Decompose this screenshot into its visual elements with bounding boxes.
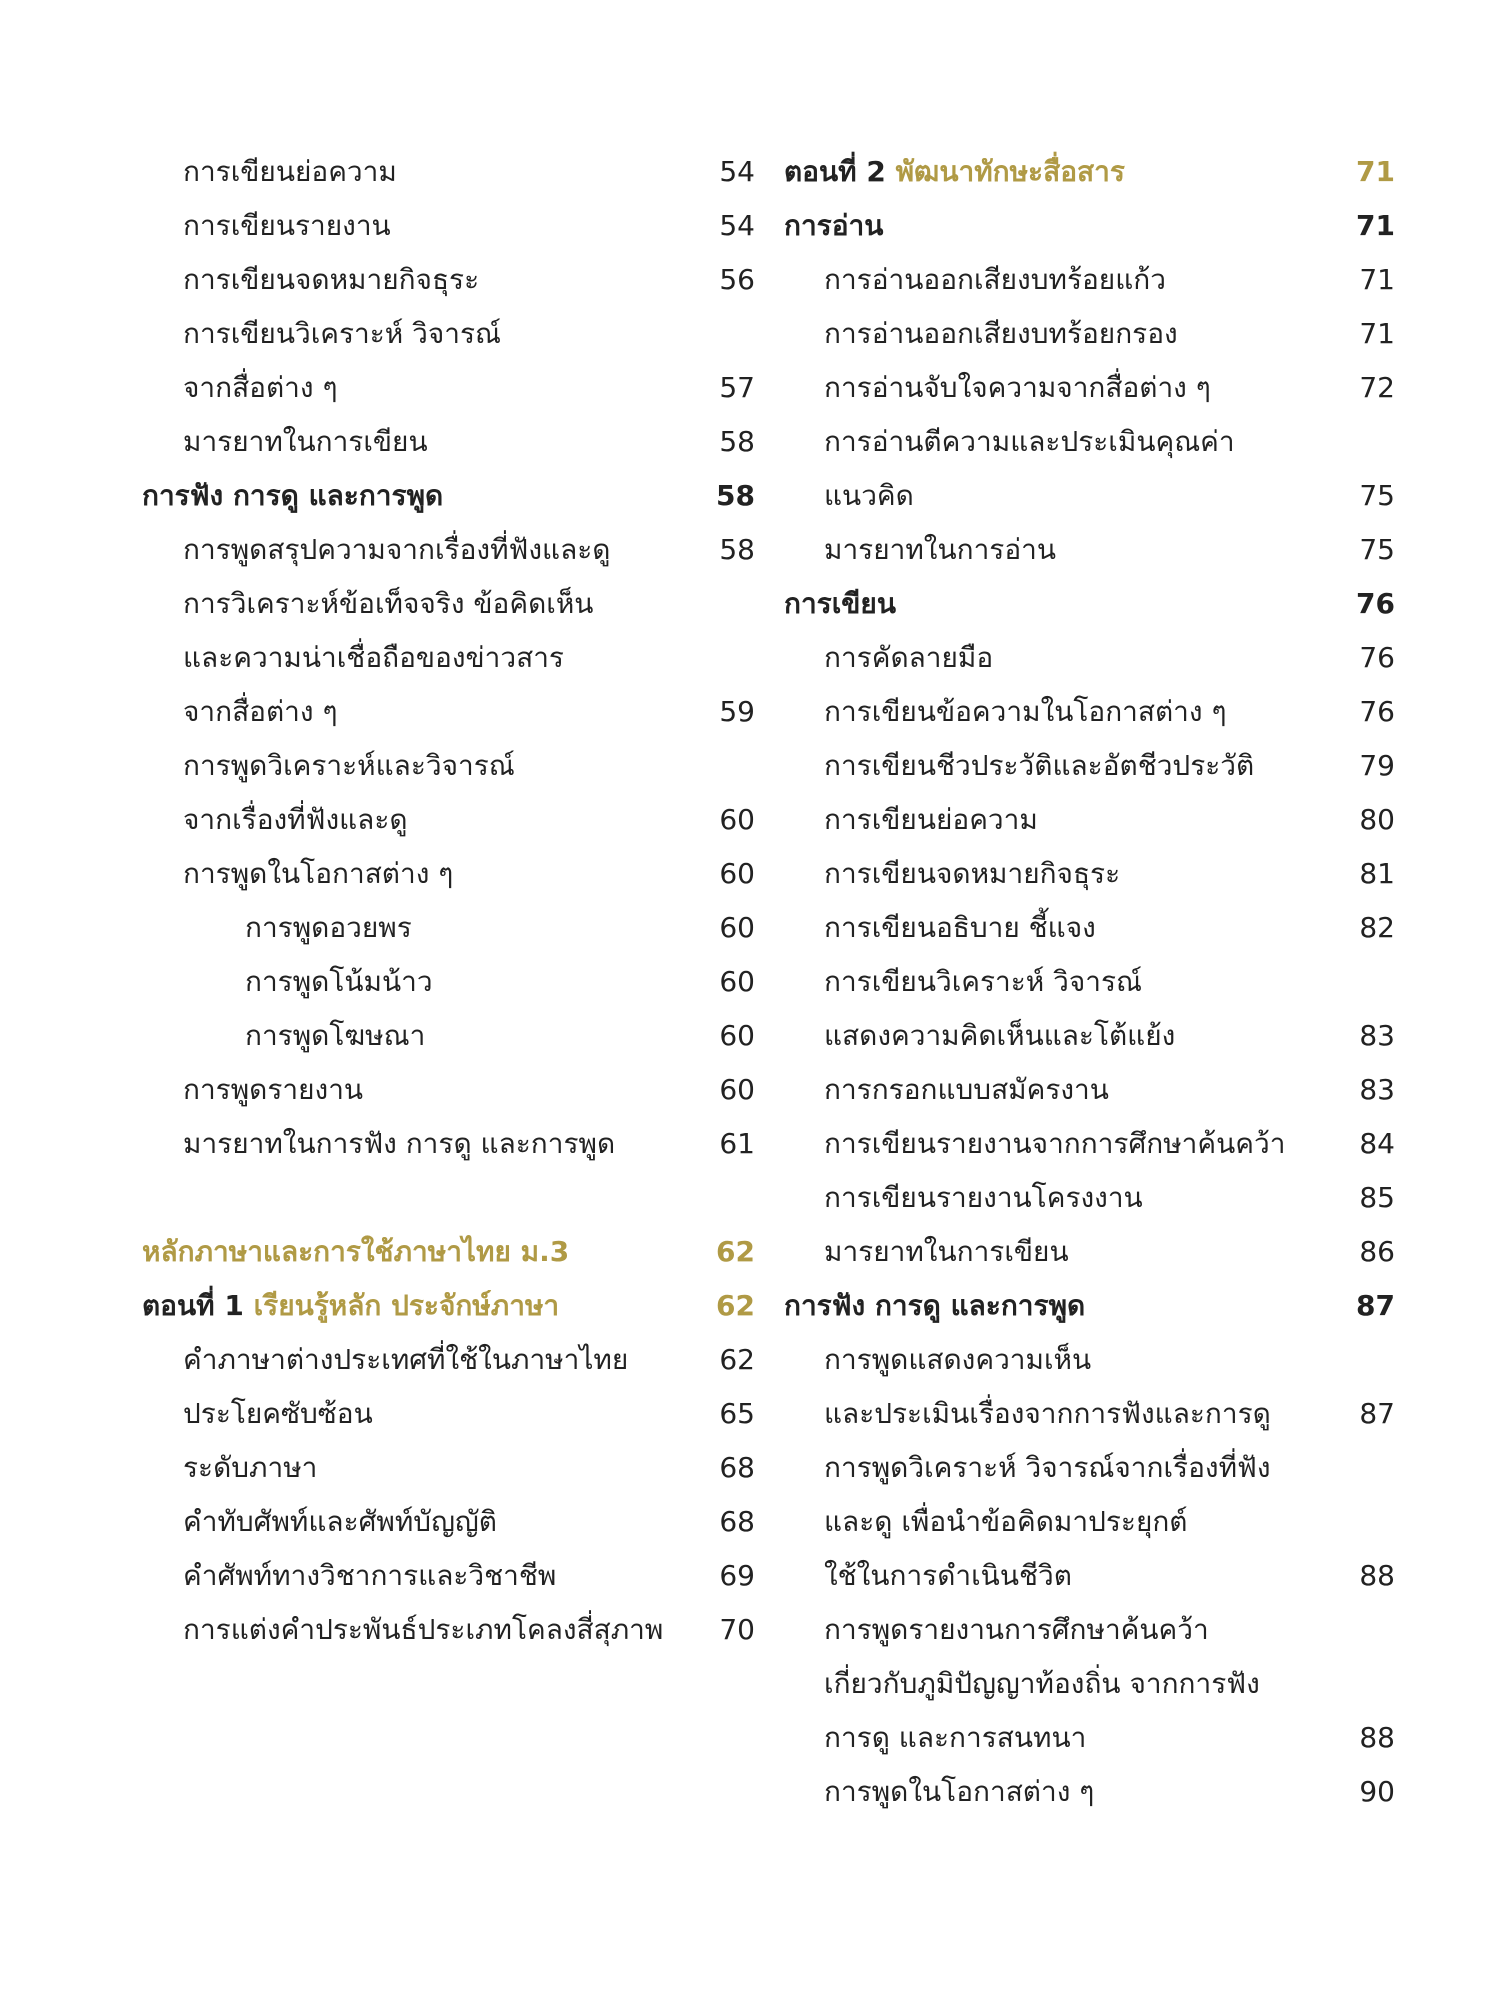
toc-section-heading[interactable] bbox=[760, 199, 1500, 253]
toc-column-right bbox=[760, 145, 1500, 1819]
toc-entry-label bbox=[183, 415, 428, 469]
toc-entry-title: คำศัพท์ทางวิชาการและวิชาชีพ bbox=[183, 1559, 557, 1592]
toc-entry[interactable] bbox=[760, 1171, 1500, 1225]
toc-entry-label bbox=[245, 1009, 425, 1063]
toc-entry-title: และดู เพื่อนำข้อคิดมาประยุกต์ bbox=[824, 1505, 1188, 1538]
toc-entry-title: และความน่าเชื่อถือของข่าวสาร bbox=[183, 641, 564, 674]
toc-entry[interactable] bbox=[0, 199, 760, 253]
toc-entry[interactable] bbox=[760, 1063, 1500, 1117]
toc-page-number: 60 bbox=[719, 1019, 755, 1052]
toc-page-number: 58 bbox=[716, 479, 755, 512]
toc-entry-label bbox=[824, 523, 1056, 577]
toc-page-number: 58 bbox=[719, 533, 755, 566]
toc-entry[interactable] bbox=[760, 307, 1500, 361]
toc-entry-title: การดู และการสนทนา bbox=[824, 1721, 1087, 1754]
toc-page-number: 90 bbox=[1359, 1775, 1395, 1808]
toc-part-prefix: ตอนที่ 2 bbox=[784, 155, 886, 188]
toc-section-heading[interactable] bbox=[0, 1225, 760, 1279]
toc-entry-title: การฟัง การดู และการพูด bbox=[142, 479, 444, 512]
toc-page-number: 70 bbox=[719, 1613, 755, 1646]
toc-page-number: 76 bbox=[1359, 641, 1395, 674]
toc-entry-label bbox=[183, 361, 338, 415]
toc-entry-title: การเขียนจดหมายกิจธุระ bbox=[183, 263, 480, 296]
toc-entry[interactable] bbox=[0, 901, 760, 955]
toc-entry-label bbox=[183, 253, 479, 307]
toc-entry-label bbox=[784, 1279, 1085, 1333]
toc-entry-title: พัฒนาทักษะสื่อสาร bbox=[895, 155, 1125, 188]
toc-section-heading[interactable] bbox=[760, 577, 1500, 631]
toc-entry-title: และประเมินเรื่องจากการฟังและการดู bbox=[824, 1397, 1271, 1430]
toc-page-number: 62 bbox=[716, 1289, 755, 1322]
toc-entry-title: เรียนรู้หลัก ประจักษ์ภาษา bbox=[253, 1289, 560, 1322]
toc-entry-label bbox=[183, 1387, 373, 1441]
toc-entry[interactable] bbox=[0, 847, 760, 901]
toc-entry[interactable] bbox=[0, 1441, 760, 1495]
toc-entry[interactable] bbox=[760, 361, 1500, 415]
toc-entry[interactable] bbox=[760, 1657, 1500, 1711]
toc-entry-label bbox=[183, 145, 397, 199]
toc-entry-title: ระดับภาษา bbox=[183, 1451, 318, 1484]
toc-entry-label bbox=[824, 253, 1166, 307]
toc-entry[interactable] bbox=[0, 523, 760, 577]
toc-page-number: 85 bbox=[1359, 1181, 1395, 1214]
toc-entry-title: การพูดรายงานการศึกษาค้นคว้า bbox=[824, 1613, 1209, 1646]
toc-entry[interactable] bbox=[760, 469, 1500, 523]
toc-entry-title: การพูดวิเคราะห์และวิจารณ์ bbox=[183, 749, 515, 782]
toc-entry-label bbox=[824, 1711, 1086, 1765]
toc-entry-title: การเขียนรายงานจากการศึกษาค้นคว้า bbox=[824, 1127, 1286, 1160]
toc-entry-label bbox=[824, 1117, 1285, 1171]
toc-entry-title: การเขียนย่อความ bbox=[183, 155, 397, 188]
toc-entry-label bbox=[183, 631, 564, 685]
toc-page-number: 86 bbox=[1359, 1235, 1395, 1268]
toc-entry-title: การฟัง การดู และการพูด bbox=[784, 1289, 1086, 1322]
toc-entry-title: การเขียน bbox=[784, 587, 896, 620]
toc-part-prefix: ตอนที่ 1 bbox=[142, 1289, 244, 1322]
toc-entry-title: การพูดอวยพร bbox=[245, 911, 412, 944]
toc-page-number: 81 bbox=[1359, 857, 1395, 890]
toc-entry[interactable] bbox=[0, 793, 760, 847]
toc-entry[interactable] bbox=[760, 1765, 1500, 1819]
toc-entry[interactable] bbox=[760, 1495, 1500, 1549]
toc-entry-title: จากเรื่องที่ฟังและดู bbox=[183, 803, 408, 836]
toc-entry[interactable] bbox=[760, 523, 1500, 577]
toc-entry-title: การพูดโน้มน้าว bbox=[245, 965, 433, 998]
toc-entry-label bbox=[784, 145, 1125, 199]
toc-entry-title: การเขียนรายงานโครงงาน bbox=[824, 1181, 1143, 1214]
toc-entry-title: มารยาทในการฟัง การดู และการพูด bbox=[183, 1127, 616, 1160]
toc-page-number: 71 bbox=[1356, 209, 1395, 242]
toc-entry-label bbox=[245, 901, 412, 955]
toc-entry-label bbox=[784, 577, 896, 631]
toc-entry-label bbox=[183, 1603, 663, 1657]
toc-page-number: 54 bbox=[719, 155, 755, 188]
toc-entry[interactable] bbox=[0, 253, 760, 307]
toc-page-number: 60 bbox=[719, 965, 755, 998]
toc-entry-title: มารยาทในการเขียน bbox=[824, 1235, 1069, 1268]
toc-page-number: 69 bbox=[719, 1559, 755, 1592]
toc-entry-title: มารยาทในการอ่าน bbox=[824, 533, 1057, 566]
toc-entry[interactable] bbox=[0, 307, 760, 361]
toc-entry[interactable] bbox=[0, 685, 760, 739]
toc-page-number: 72 bbox=[1359, 371, 1395, 404]
toc-entry-title: การแต่งคำประพันธ์ประเภทโคลงสี่สุภาพ bbox=[183, 1613, 664, 1646]
toc-entry-label bbox=[784, 199, 883, 253]
toc-entry-title: การอ่านจับใจความจากสื่อต่าง ๆ bbox=[824, 371, 1211, 404]
toc-page-number: 68 bbox=[719, 1505, 755, 1538]
toc-entry-label bbox=[824, 415, 1235, 469]
toc-entry[interactable] bbox=[0, 1333, 760, 1387]
toc-entry-label bbox=[824, 1225, 1069, 1279]
toc-entry[interactable] bbox=[760, 793, 1500, 847]
toc-entry-title: การพูดในโอกาสต่าง ๆ bbox=[183, 857, 454, 890]
toc-entry-title: การเขียนวิเคราะห์ วิจารณ์ bbox=[183, 317, 502, 350]
toc-entry-title: การอ่านออกเสียงบทร้อยกรอง bbox=[824, 317, 1178, 350]
toc-entry[interactable] bbox=[760, 253, 1500, 307]
toc-entry[interactable] bbox=[760, 1549, 1500, 1603]
toc-entry-title: แนวคิด bbox=[824, 479, 914, 512]
toc-section-heading[interactable] bbox=[0, 469, 760, 523]
toc-page-number: 80 bbox=[1359, 803, 1395, 836]
toc-page-number: 65 bbox=[719, 1397, 755, 1430]
toc-entry-label bbox=[824, 739, 1254, 793]
toc-entry-title: มารยาทในการเขียน bbox=[183, 425, 428, 458]
toc-page-number: 71 bbox=[1356, 155, 1395, 188]
toc-page-number: 54 bbox=[719, 209, 755, 242]
toc-page-number: 83 bbox=[1359, 1019, 1395, 1052]
toc-entry[interactable] bbox=[760, 415, 1500, 469]
toc-entry-label bbox=[183, 577, 593, 631]
toc-entry-title: การพูดรายงาน bbox=[183, 1073, 364, 1106]
toc-page-number: 87 bbox=[1359, 1397, 1395, 1430]
toc-entry-title: การพูดโฆษณา bbox=[245, 1019, 426, 1052]
toc-entry-label bbox=[183, 1333, 628, 1387]
toc-page-number: 88 bbox=[1359, 1721, 1395, 1754]
toc-page-number: 79 bbox=[1359, 749, 1395, 782]
toc-entry-label bbox=[183, 1117, 615, 1171]
toc-entry[interactable] bbox=[0, 1603, 760, 1657]
toc-entry-label bbox=[824, 361, 1211, 415]
toc-entry-label bbox=[824, 847, 1120, 901]
toc-entry[interactable] bbox=[0, 1009, 760, 1063]
toc-entry-title: การพูดแสดงความเห็น bbox=[824, 1343, 1092, 1376]
toc-entry-label bbox=[183, 523, 610, 577]
toc-page-number: 75 bbox=[1359, 533, 1395, 566]
toc-entry-label bbox=[142, 1225, 569, 1279]
toc-entry[interactable] bbox=[760, 1441, 1500, 1495]
toc-page-number: 83 bbox=[1359, 1073, 1395, 1106]
toc-section-heading[interactable] bbox=[0, 1279, 760, 1333]
toc-entry-title: หลักภาษาและการใช้ภาษาไทย ม.3 bbox=[142, 1235, 570, 1268]
toc-entry[interactable] bbox=[0, 1063, 760, 1117]
toc-entry-title: การเขียนย่อความ bbox=[824, 803, 1038, 836]
toc-entry-title: การพูดสรุปความจากเรื่องที่ฟังและดู bbox=[183, 533, 611, 566]
toc-entry-label bbox=[183, 1063, 363, 1117]
toc-page-number: 60 bbox=[719, 803, 755, 836]
toc-entry[interactable] bbox=[760, 631, 1500, 685]
toc-page-number: 84 bbox=[1359, 1127, 1395, 1160]
toc-entry-title: การเขียนข้อความในโอกาสต่าง ๆ bbox=[824, 695, 1227, 728]
toc-entry[interactable] bbox=[760, 685, 1500, 739]
toc-page-number: 76 bbox=[1356, 587, 1395, 620]
toc-entry-label bbox=[183, 739, 515, 793]
toc-entry-title: จากสื่อต่าง ๆ bbox=[183, 695, 338, 728]
toc-entry-label bbox=[824, 1549, 1072, 1603]
toc-entry[interactable] bbox=[0, 631, 760, 685]
toc-entry-title: การอ่าน bbox=[784, 209, 884, 242]
toc-entry-label bbox=[824, 685, 1227, 739]
toc-page-number: 61 bbox=[719, 1127, 755, 1160]
toc-page-number: 60 bbox=[719, 857, 755, 890]
toc-entry-label bbox=[824, 1495, 1187, 1549]
toc-entry-title: การเขียนชีวประวัติและอัตชีวประวัติ bbox=[824, 749, 1255, 782]
toc-entry-label bbox=[824, 1171, 1143, 1225]
toc-entry-label bbox=[183, 1495, 497, 1549]
toc-entry[interactable] bbox=[760, 1603, 1500, 1657]
toc-entry[interactable] bbox=[0, 1495, 760, 1549]
toc-column-left bbox=[0, 145, 760, 1657]
toc-page-number: 82 bbox=[1359, 911, 1395, 944]
toc-page-number: 68 bbox=[719, 1451, 755, 1484]
toc-entry[interactable] bbox=[760, 901, 1500, 955]
toc-entry-label bbox=[183, 199, 391, 253]
toc-page-number: 75 bbox=[1359, 479, 1395, 512]
toc-entry-label bbox=[183, 1441, 317, 1495]
toc-entry[interactable] bbox=[0, 361, 760, 415]
toc-page-number: 88 bbox=[1359, 1559, 1395, 1592]
toc-entry-title: เกี่ยวกับภูมิปัญญาท้องถิ่น จากการฟัง bbox=[824, 1667, 1260, 1700]
toc-entry-label bbox=[824, 631, 993, 685]
toc-entry-title: การเขียนรายงาน bbox=[183, 209, 391, 242]
toc-entry-title: การคัดลายมือ bbox=[824, 641, 994, 674]
toc-entry[interactable] bbox=[760, 955, 1500, 1009]
toc-entry-label bbox=[183, 1549, 556, 1603]
toc-entry-label bbox=[824, 469, 914, 523]
toc-page-number: 62 bbox=[719, 1343, 755, 1376]
toc-entry-title: การพูดในโอกาสต่าง ๆ bbox=[824, 1775, 1095, 1808]
toc-entry[interactable] bbox=[0, 1549, 760, 1603]
toc-entry-label bbox=[245, 955, 433, 1009]
toc-page-number: 57 bbox=[719, 371, 755, 404]
toc-section-heading[interactable] bbox=[760, 145, 1500, 199]
toc-entry-label bbox=[824, 1063, 1109, 1117]
toc-entry-title: การเขียนวิเคราะห์ วิจารณ์ bbox=[824, 965, 1143, 998]
toc-entry-label bbox=[183, 307, 501, 361]
toc-entry[interactable] bbox=[760, 1117, 1500, 1171]
toc-page-number: 59 bbox=[719, 695, 755, 728]
toc-entry-label bbox=[824, 307, 1178, 361]
toc-entry-title: การกรอกแบบสมัครงาน bbox=[824, 1073, 1109, 1106]
toc-page-number: 58 bbox=[719, 425, 755, 458]
toc-entry-label bbox=[824, 793, 1038, 847]
toc-entry[interactable] bbox=[760, 1225, 1500, 1279]
toc-entry[interactable] bbox=[0, 1117, 760, 1171]
toc-entry-label bbox=[183, 793, 408, 847]
toc-entry[interactable] bbox=[760, 1711, 1500, 1765]
toc-entry-title: การอ่านตีความและประเมินคุณค่า bbox=[824, 425, 1235, 458]
toc-entry[interactable] bbox=[0, 955, 760, 1009]
toc-entry-label bbox=[183, 685, 338, 739]
toc-entry[interactable] bbox=[760, 1333, 1500, 1387]
toc-entry[interactable] bbox=[0, 415, 760, 469]
toc-entry[interactable] bbox=[0, 1387, 760, 1441]
toc-entry-title: การพูดวิเคราะห์ วิจารณ์จากเรื่องที่ฟัง bbox=[824, 1451, 1271, 1484]
toc-page-number: 60 bbox=[719, 1073, 755, 1106]
toc-entry-label bbox=[824, 1009, 1175, 1063]
toc-page-number: 71 bbox=[1359, 317, 1395, 350]
toc-page-number: 71 bbox=[1359, 263, 1395, 296]
toc-entry-title: จากสื่อต่าง ๆ bbox=[183, 371, 338, 404]
toc-section-heading[interactable] bbox=[760, 1279, 1500, 1333]
toc-page-number: 87 bbox=[1356, 1289, 1395, 1322]
toc-entry-title: ประโยคซับซ้อน bbox=[183, 1397, 373, 1430]
toc-page-number: 56 bbox=[719, 263, 755, 296]
toc-entry-label bbox=[824, 1441, 1271, 1495]
toc-entry-title: คำภาษาต่างประเทศที่ใช้ในภาษาไทย bbox=[183, 1343, 629, 1376]
toc-entry[interactable] bbox=[760, 847, 1500, 901]
toc-entry[interactable] bbox=[0, 739, 760, 793]
toc-entry-label bbox=[824, 1603, 1209, 1657]
toc-entry-title: ใช้ในการดำเนินชีวิต bbox=[824, 1559, 1072, 1592]
toc-entry-label bbox=[183, 847, 453, 901]
toc-entry-title: แสดงความคิดเห็นและโต้แย้ง bbox=[824, 1019, 1176, 1052]
toc-page-number: 62 bbox=[716, 1235, 755, 1268]
toc-entry-title: การเขียนอธิบาย ชี้แจง bbox=[824, 911, 1096, 944]
toc-entry-title: การเขียนจดหมายกิจธุระ bbox=[824, 857, 1121, 890]
toc-entry-title: คำทับศัพท์และศัพท์บัญญัติ bbox=[183, 1505, 497, 1538]
toc-entry[interactable] bbox=[760, 1387, 1500, 1441]
toc-entry-label bbox=[824, 1387, 1271, 1441]
toc-spacer bbox=[0, 1171, 760, 1225]
toc-entry[interactable] bbox=[0, 577, 760, 631]
toc-entry-label bbox=[824, 901, 1096, 955]
toc-entry-label bbox=[824, 1333, 1091, 1387]
toc-entry-label bbox=[142, 469, 443, 523]
toc-entry-title: การวิเคราะห์ข้อเท็จจริง ข้อคิดเห็น bbox=[183, 587, 594, 620]
toc-entry-label bbox=[824, 1657, 1260, 1711]
toc-entry[interactable] bbox=[0, 145, 760, 199]
toc-page-number: 60 bbox=[719, 911, 755, 944]
toc-entry[interactable] bbox=[760, 739, 1500, 793]
toc-page-number: 76 bbox=[1359, 695, 1395, 728]
toc-entry-label bbox=[824, 955, 1142, 1009]
toc-entry-title: การอ่านออกเสียงบทร้อยแก้ว bbox=[824, 263, 1166, 296]
toc-entry[interactable] bbox=[760, 1009, 1500, 1063]
toc-entry-label bbox=[142, 1279, 559, 1333]
toc-entry-label bbox=[824, 1765, 1094, 1819]
